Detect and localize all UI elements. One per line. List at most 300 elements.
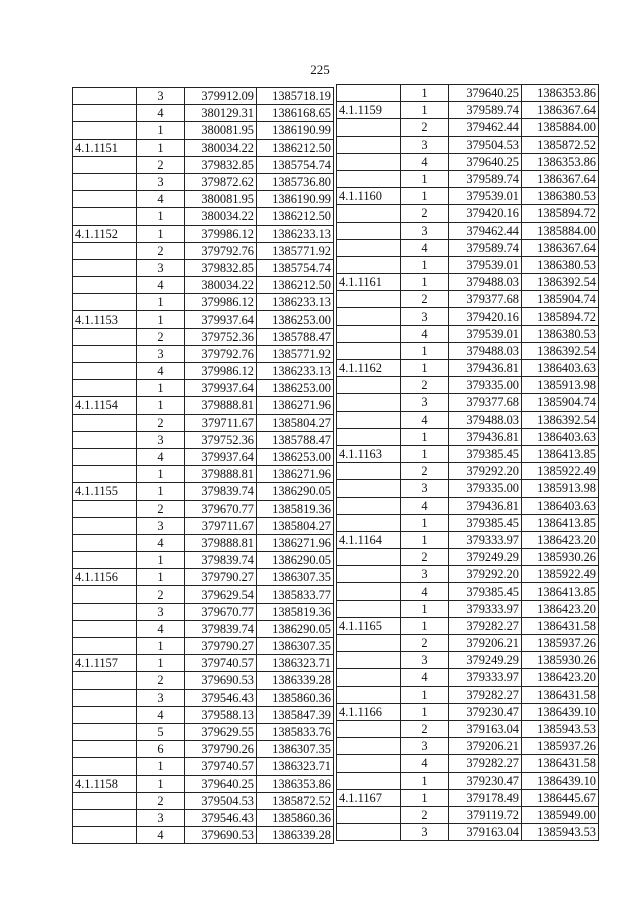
y-coordinate-cell: 1386413.85 bbox=[522, 514, 599, 531]
y-coordinate-cell: 1386253.00 bbox=[257, 380, 334, 397]
parcel-id-cell bbox=[337, 669, 401, 686]
point-number-cell: 1 bbox=[137, 758, 185, 775]
parcel-id-cell: 4.1.1155 bbox=[73, 483, 137, 500]
point-number-cell: 1 bbox=[401, 531, 449, 548]
table-row bbox=[337, 635, 599, 652]
x-coordinate-cell: 379504.53 bbox=[185, 792, 257, 809]
x-coordinate-cell: 379888.81 bbox=[185, 466, 257, 483]
y-coordinate-cell: 1386423.20 bbox=[522, 600, 599, 617]
y-coordinate-cell: 1386212.50 bbox=[257, 277, 334, 294]
parcel-id-cell: 4.1.1152 bbox=[73, 225, 137, 242]
point-number-cell: 4 bbox=[137, 706, 185, 723]
parcel-id-cell bbox=[73, 586, 137, 603]
y-coordinate-cell: 1386353.86 bbox=[257, 775, 334, 792]
table-row bbox=[337, 102, 599, 119]
x-coordinate-cell: 379377.68 bbox=[449, 291, 522, 308]
point-number-cell: 1 bbox=[401, 360, 449, 377]
table-row bbox=[73, 483, 334, 500]
table-row bbox=[73, 809, 334, 826]
x-coordinate-cell: 379740.57 bbox=[185, 655, 257, 672]
y-coordinate-cell: 1385943.53 bbox=[522, 824, 599, 841]
point-number-cell: 2 bbox=[137, 414, 185, 431]
x-coordinate-cell: 379937.64 bbox=[185, 380, 257, 397]
point-number-cell: 4 bbox=[401, 325, 449, 342]
point-number-cell: 6 bbox=[137, 741, 185, 758]
parcel-id-cell bbox=[73, 363, 137, 380]
y-coordinate-cell: 1385930.26 bbox=[522, 549, 599, 566]
parcel-id-cell bbox=[73, 827, 137, 844]
x-coordinate-cell: 379488.03 bbox=[449, 274, 522, 291]
point-number-cell: 3 bbox=[137, 345, 185, 362]
point-number-cell: 1 bbox=[401, 188, 449, 205]
parcel-id-cell: 4.1.1153 bbox=[73, 311, 137, 328]
y-coordinate-cell: 1386413.85 bbox=[522, 445, 599, 462]
x-coordinate-cell: 379740.57 bbox=[185, 758, 257, 775]
x-coordinate-cell: 379711.67 bbox=[185, 414, 257, 431]
parcel-id-cell bbox=[337, 583, 401, 600]
x-coordinate-cell: 379711.67 bbox=[185, 517, 257, 534]
table-row bbox=[337, 445, 599, 462]
table-row bbox=[337, 274, 599, 291]
x-coordinate-cell: 379588.13 bbox=[185, 706, 257, 723]
point-number-cell: 1 bbox=[137, 122, 185, 139]
table-row bbox=[73, 173, 334, 190]
parcel-id-cell bbox=[337, 497, 401, 514]
y-coordinate-cell: 1386423.20 bbox=[522, 531, 599, 548]
parcel-id-cell bbox=[73, 620, 137, 637]
y-coordinate-cell: 1386431.58 bbox=[522, 755, 599, 772]
table-row bbox=[73, 603, 334, 620]
parcel-id-cell bbox=[337, 600, 401, 617]
parcel-id-cell bbox=[337, 325, 401, 342]
x-coordinate-cell: 379790.27 bbox=[185, 569, 257, 586]
table-row bbox=[73, 569, 334, 586]
table-row bbox=[73, 208, 334, 225]
parcel-id-cell: 4.1.1163 bbox=[337, 445, 401, 462]
table-row bbox=[73, 672, 334, 689]
parcel-id-cell bbox=[337, 652, 401, 669]
table-row bbox=[73, 706, 334, 723]
x-coordinate-cell: 380034.22 bbox=[185, 139, 257, 156]
x-coordinate-cell: 379690.53 bbox=[185, 672, 257, 689]
y-coordinate-cell: 1385922.49 bbox=[522, 566, 599, 583]
parcel-id-cell bbox=[337, 291, 401, 308]
x-coordinate-cell: 379436.81 bbox=[449, 497, 522, 514]
parcel-id-cell bbox=[73, 88, 137, 105]
table-row bbox=[337, 583, 599, 600]
point-number-cell: 1 bbox=[401, 445, 449, 462]
parcel-id-cell bbox=[337, 720, 401, 737]
parcel-id-cell bbox=[337, 566, 401, 583]
y-coordinate-cell: 1386253.00 bbox=[257, 311, 334, 328]
parcel-id-cell bbox=[73, 809, 137, 826]
point-number-cell: 2 bbox=[401, 549, 449, 566]
point-number-cell: 3 bbox=[137, 603, 185, 620]
x-coordinate-cell: 379539.01 bbox=[449, 188, 522, 205]
point-number-cell: 2 bbox=[401, 205, 449, 222]
x-coordinate-cell: 379589.74 bbox=[449, 170, 522, 187]
y-coordinate-cell: 1385788.47 bbox=[257, 431, 334, 448]
parcel-id-cell bbox=[73, 500, 137, 517]
x-coordinate-cell: 379912.09 bbox=[185, 88, 257, 105]
table-row bbox=[337, 720, 599, 737]
point-number-cell: 3 bbox=[401, 394, 449, 411]
point-number-cell: 1 bbox=[401, 703, 449, 720]
x-coordinate-cell: 379335.00 bbox=[449, 377, 522, 394]
table-row bbox=[73, 397, 334, 414]
parcel-id-cell bbox=[337, 686, 401, 703]
x-coordinate-cell: 379462.44 bbox=[449, 119, 522, 136]
table-row bbox=[337, 806, 599, 823]
y-coordinate-cell: 1386233.13 bbox=[257, 225, 334, 242]
point-number-cell: 2 bbox=[137, 328, 185, 345]
table-row bbox=[73, 775, 334, 792]
table-row bbox=[337, 291, 599, 308]
parcel-id-cell bbox=[337, 411, 401, 428]
parcel-id-cell bbox=[337, 428, 401, 445]
x-coordinate-cell: 379792.76 bbox=[185, 345, 257, 362]
table-row bbox=[73, 792, 334, 809]
parcel-id-cell bbox=[73, 758, 137, 775]
y-coordinate-cell: 1386413.85 bbox=[522, 583, 599, 600]
point-number-cell: 1 bbox=[137, 655, 185, 672]
point-number-cell: 3 bbox=[137, 88, 185, 105]
parcel-id-cell bbox=[73, 173, 137, 190]
table-row bbox=[337, 686, 599, 703]
table-row bbox=[73, 534, 334, 551]
x-coordinate-cell: 379206.21 bbox=[449, 635, 522, 652]
parcel-id-cell bbox=[73, 603, 137, 620]
x-coordinate-cell: 379792.76 bbox=[185, 242, 257, 259]
point-number-cell: 2 bbox=[401, 291, 449, 308]
y-coordinate-cell: 1385718.19 bbox=[257, 88, 334, 105]
table-row bbox=[73, 552, 334, 569]
parcel-id-cell bbox=[73, 534, 137, 551]
x-coordinate-cell: 379589.74 bbox=[449, 102, 522, 119]
parcel-id-cell: 4.1.1158 bbox=[73, 775, 137, 792]
table-row bbox=[73, 345, 334, 362]
x-coordinate-cell: 379546.43 bbox=[185, 689, 257, 706]
y-coordinate-cell: 1386233.13 bbox=[257, 363, 334, 380]
table-row bbox=[337, 205, 599, 222]
x-coordinate-cell: 379839.74 bbox=[185, 552, 257, 569]
x-coordinate-cell: 379832.85 bbox=[185, 259, 257, 276]
table-row bbox=[73, 689, 334, 706]
x-coordinate-cell: 379832.85 bbox=[185, 156, 257, 173]
point-number-cell: 3 bbox=[137, 517, 185, 534]
parcel-id-cell bbox=[73, 156, 137, 173]
parcel-id-cell: 4.1.1167 bbox=[337, 789, 401, 806]
point-number-cell: 4 bbox=[137, 363, 185, 380]
y-coordinate-cell: 1386190.99 bbox=[257, 122, 334, 139]
parcel-id-cell bbox=[337, 256, 401, 273]
y-coordinate-cell: 1386431.58 bbox=[522, 617, 599, 634]
table-row bbox=[73, 448, 334, 465]
y-coordinate-cell: 1385937.26 bbox=[522, 738, 599, 755]
point-number-cell: 3 bbox=[401, 308, 449, 325]
table-row bbox=[337, 789, 599, 806]
y-coordinate-cell: 1386323.71 bbox=[257, 655, 334, 672]
point-number-cell: 1 bbox=[137, 569, 185, 586]
parcel-id-cell bbox=[337, 239, 401, 256]
x-coordinate-cell: 379377.68 bbox=[449, 394, 522, 411]
y-coordinate-cell: 1386190.99 bbox=[257, 191, 334, 208]
parcel-id-cell bbox=[337, 635, 401, 652]
table-row bbox=[73, 380, 334, 397]
y-coordinate-cell: 1385833.76 bbox=[257, 723, 334, 740]
page-number: 225 bbox=[310, 62, 330, 77]
x-coordinate-cell: 379790.27 bbox=[185, 638, 257, 655]
point-number-cell: 3 bbox=[401, 480, 449, 497]
y-coordinate-cell: 1386431.58 bbox=[522, 686, 599, 703]
y-coordinate-cell: 1385922.49 bbox=[522, 463, 599, 480]
table-row bbox=[73, 259, 334, 276]
point-number-cell: 1 bbox=[137, 311, 185, 328]
x-coordinate-cell: 379249.29 bbox=[449, 652, 522, 669]
x-coordinate-cell: 379504.53 bbox=[449, 136, 522, 153]
table-row bbox=[337, 222, 599, 239]
point-number-cell: 4 bbox=[401, 583, 449, 600]
point-number-cell: 1 bbox=[137, 397, 185, 414]
point-number-cell: 1 bbox=[401, 514, 449, 531]
parcel-id-cell bbox=[337, 463, 401, 480]
parcel-id-cell bbox=[73, 105, 137, 122]
parcel-id-cell bbox=[337, 85, 401, 102]
y-coordinate-cell: 1385804.27 bbox=[257, 414, 334, 431]
x-coordinate-cell: 379790.26 bbox=[185, 741, 257, 758]
parcel-id-cell bbox=[73, 552, 137, 569]
point-number-cell: 4 bbox=[137, 448, 185, 465]
point-number-cell: 3 bbox=[401, 222, 449, 239]
table-row bbox=[73, 758, 334, 775]
x-coordinate-cell: 379937.64 bbox=[185, 448, 257, 465]
parcel-id-cell: 4.1.1164 bbox=[337, 531, 401, 548]
parcel-id-cell: 4.1.1160 bbox=[337, 188, 401, 205]
y-coordinate-cell: 1386307.35 bbox=[257, 741, 334, 758]
x-coordinate-cell: 379488.03 bbox=[449, 411, 522, 428]
y-coordinate-cell: 1386253.00 bbox=[257, 448, 334, 465]
y-coordinate-cell: 1386380.53 bbox=[522, 325, 599, 342]
point-number-cell: 5 bbox=[137, 723, 185, 740]
point-number-cell: 3 bbox=[137, 809, 185, 826]
table-row bbox=[337, 772, 599, 789]
y-coordinate-cell: 1386271.96 bbox=[257, 397, 334, 414]
y-coordinate-cell: 1386367.64 bbox=[522, 239, 599, 256]
table-row bbox=[337, 703, 599, 720]
point-number-cell: 4 bbox=[137, 827, 185, 844]
y-coordinate-cell: 1385904.74 bbox=[522, 291, 599, 308]
table-row bbox=[337, 377, 599, 394]
x-coordinate-cell: 379333.97 bbox=[449, 669, 522, 686]
parcel-id-cell bbox=[337, 205, 401, 222]
table-row bbox=[337, 514, 599, 531]
table-row bbox=[337, 256, 599, 273]
point-number-cell: 3 bbox=[137, 431, 185, 448]
point-number-cell: 3 bbox=[401, 566, 449, 583]
table-row bbox=[337, 652, 599, 669]
parcel-id-cell bbox=[73, 431, 137, 448]
parcel-id-cell bbox=[73, 345, 137, 362]
x-coordinate-cell: 379436.81 bbox=[449, 360, 522, 377]
x-coordinate-cell: 379539.01 bbox=[449, 325, 522, 342]
table-row bbox=[337, 428, 599, 445]
point-number-cell: 1 bbox=[401, 274, 449, 291]
table-row bbox=[73, 105, 334, 122]
x-coordinate-cell: 379420.16 bbox=[449, 308, 522, 325]
point-number-cell: 1 bbox=[137, 380, 185, 397]
y-coordinate-cell: 1385754.74 bbox=[257, 259, 334, 276]
y-coordinate-cell: 1385771.92 bbox=[257, 242, 334, 259]
point-number-cell: 2 bbox=[401, 119, 449, 136]
parcel-id-cell: 4.1.1151 bbox=[73, 139, 137, 156]
table-row bbox=[337, 308, 599, 325]
x-coordinate-cell: 379462.44 bbox=[449, 222, 522, 239]
table-row bbox=[337, 549, 599, 566]
y-coordinate-cell: 1386271.96 bbox=[257, 534, 334, 551]
table-row bbox=[73, 122, 334, 139]
parcel-id-cell bbox=[73, 414, 137, 431]
y-coordinate-cell: 1385833.77 bbox=[257, 586, 334, 603]
x-coordinate-cell: 379888.81 bbox=[185, 534, 257, 551]
table-row bbox=[73, 638, 334, 655]
coordinates-table-right bbox=[336, 84, 599, 841]
x-coordinate-cell: 379385.45 bbox=[449, 583, 522, 600]
y-coordinate-cell: 1385943.53 bbox=[522, 720, 599, 737]
point-number-cell: 4 bbox=[401, 239, 449, 256]
parcel-id-cell bbox=[337, 153, 401, 170]
point-number-cell: 1 bbox=[137, 775, 185, 792]
y-coordinate-cell: 1386323.71 bbox=[257, 758, 334, 775]
point-number-cell: 4 bbox=[401, 669, 449, 686]
x-coordinate-cell: 379163.04 bbox=[449, 720, 522, 737]
x-coordinate-cell: 379385.45 bbox=[449, 514, 522, 531]
table-row bbox=[73, 225, 334, 242]
parcel-id-cell bbox=[73, 672, 137, 689]
x-coordinate-cell: 379986.12 bbox=[185, 225, 257, 242]
point-number-cell: 4 bbox=[401, 497, 449, 514]
x-coordinate-cell: 379163.04 bbox=[449, 824, 522, 841]
table-row bbox=[73, 139, 334, 156]
x-coordinate-cell: 379230.47 bbox=[449, 703, 522, 720]
y-coordinate-cell: 1385884.00 bbox=[522, 119, 599, 136]
parcel-id-cell bbox=[73, 277, 137, 294]
y-coordinate-cell: 1386290.05 bbox=[257, 620, 334, 637]
parcel-id-cell bbox=[337, 342, 401, 359]
y-coordinate-cell: 1386392.54 bbox=[522, 342, 599, 359]
point-number-cell: 1 bbox=[137, 466, 185, 483]
point-number-cell: 2 bbox=[401, 463, 449, 480]
y-coordinate-cell: 1386403.63 bbox=[522, 497, 599, 514]
x-coordinate-cell: 379546.43 bbox=[185, 809, 257, 826]
x-coordinate-cell: 379385.45 bbox=[449, 445, 522, 462]
table-row bbox=[337, 755, 599, 772]
y-coordinate-cell: 1385847.39 bbox=[257, 706, 334, 723]
y-coordinate-cell: 1386353.86 bbox=[522, 153, 599, 170]
parcel-id-cell bbox=[337, 772, 401, 789]
parcel-id-cell bbox=[73, 706, 137, 723]
x-coordinate-cell: 379282.27 bbox=[449, 755, 522, 772]
y-coordinate-cell: 1385872.52 bbox=[257, 792, 334, 809]
table-row bbox=[337, 669, 599, 686]
x-coordinate-cell: 379752.36 bbox=[185, 431, 257, 448]
point-number-cell: 2 bbox=[401, 806, 449, 823]
table-row bbox=[337, 188, 599, 205]
y-coordinate-cell: 1385804.27 bbox=[257, 517, 334, 534]
table-row bbox=[337, 136, 599, 153]
y-coordinate-cell: 1386380.53 bbox=[522, 256, 599, 273]
table-row bbox=[73, 242, 334, 259]
parcel-id-cell bbox=[337, 824, 401, 841]
table-row bbox=[337, 342, 599, 359]
parcel-id-cell bbox=[337, 549, 401, 566]
x-coordinate-cell: 379640.25 bbox=[449, 85, 522, 102]
table-row bbox=[337, 600, 599, 617]
parcel-id-cell: 4.1.1165 bbox=[337, 617, 401, 634]
point-number-cell: 1 bbox=[137, 208, 185, 225]
point-number-cell: 2 bbox=[137, 242, 185, 259]
point-number-cell: 4 bbox=[137, 277, 185, 294]
point-number-cell: 2 bbox=[401, 377, 449, 394]
parcel-id-cell: 4.1.1156 bbox=[73, 569, 137, 586]
parcel-id-cell bbox=[337, 308, 401, 325]
parcel-id-cell bbox=[337, 222, 401, 239]
table-row bbox=[73, 363, 334, 380]
table-row bbox=[337, 824, 599, 841]
x-coordinate-cell: 379690.53 bbox=[185, 827, 257, 844]
table-row bbox=[337, 531, 599, 548]
x-coordinate-cell: 379629.55 bbox=[185, 723, 257, 740]
y-coordinate-cell: 1386445.67 bbox=[522, 789, 599, 806]
coordinates-table-left bbox=[72, 87, 334, 844]
point-number-cell: 1 bbox=[137, 552, 185, 569]
point-number-cell: 3 bbox=[137, 689, 185, 706]
table-row bbox=[73, 88, 334, 105]
point-number-cell: 1 bbox=[137, 638, 185, 655]
y-coordinate-cell: 1386339.28 bbox=[257, 672, 334, 689]
table-row bbox=[73, 328, 334, 345]
point-number-cell: 1 bbox=[401, 686, 449, 703]
x-coordinate-cell: 379872.62 bbox=[185, 173, 257, 190]
point-number-cell: 3 bbox=[401, 824, 449, 841]
point-number-cell: 4 bbox=[401, 153, 449, 170]
x-coordinate-cell: 379119.72 bbox=[449, 806, 522, 823]
parcel-id-cell bbox=[73, 328, 137, 345]
x-coordinate-cell: 379640.25 bbox=[449, 153, 522, 170]
x-coordinate-cell: 379292.20 bbox=[449, 463, 522, 480]
x-coordinate-cell: 379178.49 bbox=[449, 789, 522, 806]
point-number-cell: 2 bbox=[137, 792, 185, 809]
x-coordinate-cell: 379282.27 bbox=[449, 686, 522, 703]
table-row bbox=[73, 741, 334, 758]
y-coordinate-cell: 1385819.36 bbox=[257, 500, 334, 517]
parcel-id-cell bbox=[337, 394, 401, 411]
parcel-id-cell: 4.1.1162 bbox=[337, 360, 401, 377]
parcel-id-cell bbox=[73, 792, 137, 809]
point-number-cell: 3 bbox=[401, 136, 449, 153]
x-coordinate-cell: 379986.12 bbox=[185, 363, 257, 380]
table-row bbox=[73, 620, 334, 637]
x-coordinate-cell: 380034.22 bbox=[185, 208, 257, 225]
table-row bbox=[337, 85, 599, 102]
parcel-id-cell bbox=[73, 122, 137, 139]
x-coordinate-cell: 380081.95 bbox=[185, 191, 257, 208]
x-coordinate-cell: 379629.54 bbox=[185, 586, 257, 603]
parcel-id-cell bbox=[337, 136, 401, 153]
table-row bbox=[337, 463, 599, 480]
parcel-id-cell bbox=[73, 259, 137, 276]
x-coordinate-cell: 379230.47 bbox=[449, 772, 522, 789]
point-number-cell: 2 bbox=[401, 635, 449, 652]
